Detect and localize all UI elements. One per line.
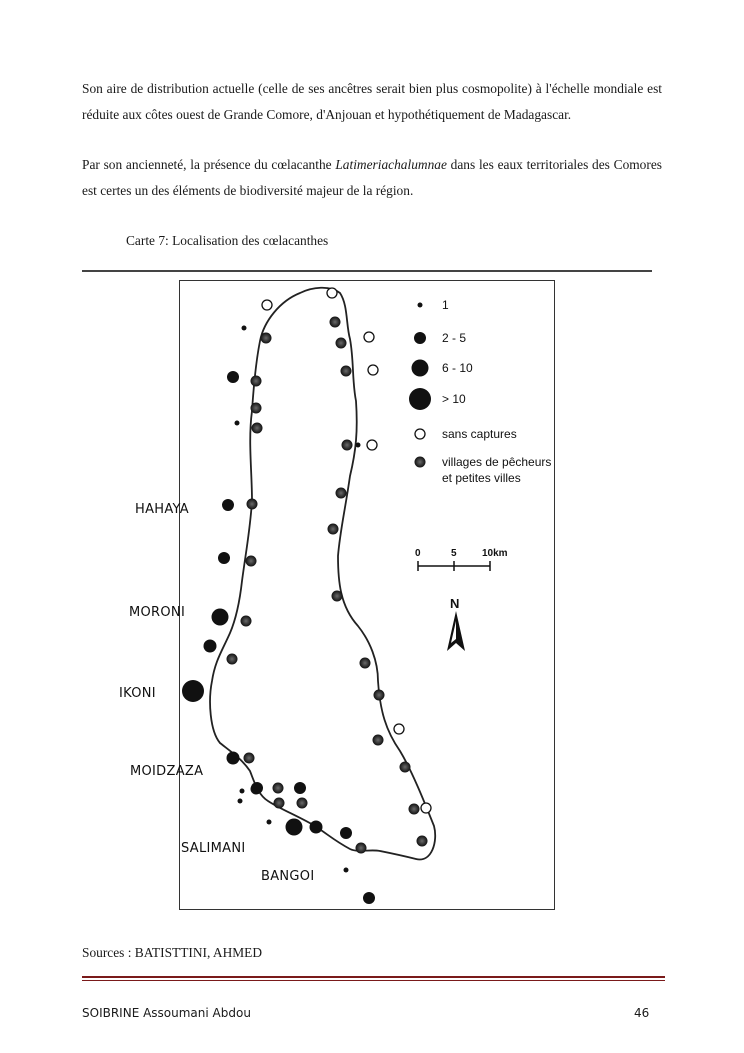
- footer-divider: [82, 976, 665, 978]
- legend-label-2-5: 2 - 5: [442, 331, 467, 345]
- figure-sources: Sources : BATISTTINI, AHMED: [82, 945, 263, 960]
- legend-label-1: 1: [442, 298, 449, 312]
- place-label-moidzaza: MOIDZAZA: [130, 764, 204, 779]
- legend-label-6-10: 6 - 10: [442, 361, 473, 375]
- legend: [409, 298, 551, 485]
- paragraph-anciennete-start: Par son ancienneté, la présence du cœlacanthe: [82, 157, 336, 172]
- caption-divider: [82, 270, 652, 272]
- place-label-ikoni: IKONI: [119, 686, 156, 701]
- north-arrow-icon: [447, 596, 465, 651]
- scale-label-5: 5: [451, 548, 457, 559]
- paragraph-distribution: Son aire de distribution actuelle (celle de ses ancêtres serait bien plus cosmopolite) à l'échelle mondiale est réduite aux côtes ouest de Grande Comore, d'Anjouan et hypothétiquement de Madagascar.: [82, 81, 662, 122]
- scale-label-0: 0: [415, 548, 421, 559]
- place-label-salimani: SALIMANI: [181, 841, 246, 856]
- coelacanth-map: [119, 280, 555, 910]
- village-markers: [227, 317, 428, 854]
- map-drawing: [180, 281, 556, 911]
- page-number: 46: [634, 1006, 650, 1020]
- legend-label-villages-2: et petites villes: [442, 471, 521, 485]
- scale-label-10km: 10km: [482, 548, 508, 559]
- north-label: N: [450, 596, 460, 611]
- paragraph-anciennete: [82, 152, 662, 203]
- legend-label-over-10: > 10: [442, 392, 466, 406]
- legend-label-villages-1: villages de pêcheurs: [442, 455, 552, 469]
- figure-caption: Carte 7: Localisation des cœlacanthes: [126, 233, 329, 248]
- place-label-bangoi: BANGOI: [261, 869, 315, 884]
- island-coastline: [210, 288, 435, 860]
- paragraph-anciennete-end: dans les eaux territoriales des Comores est certes un des éléments de biodiversité majeur de la région.: [82, 157, 662, 198]
- species-name: Latimeriachalumnae: [335, 157, 447, 172]
- scale-bar: [415, 548, 508, 571]
- footer-author: SOIBRINE Assoumani Abdou: [82, 1006, 251, 1020]
- place-label-moroni: MORONI: [129, 605, 186, 620]
- catch-over-10-markers: [182, 680, 204, 702]
- footer-divider-thin: [82, 980, 665, 981]
- place-label-hahaya: HAHAYA: [135, 502, 189, 517]
- legend-label-no-catch: sans captures: [442, 427, 517, 441]
